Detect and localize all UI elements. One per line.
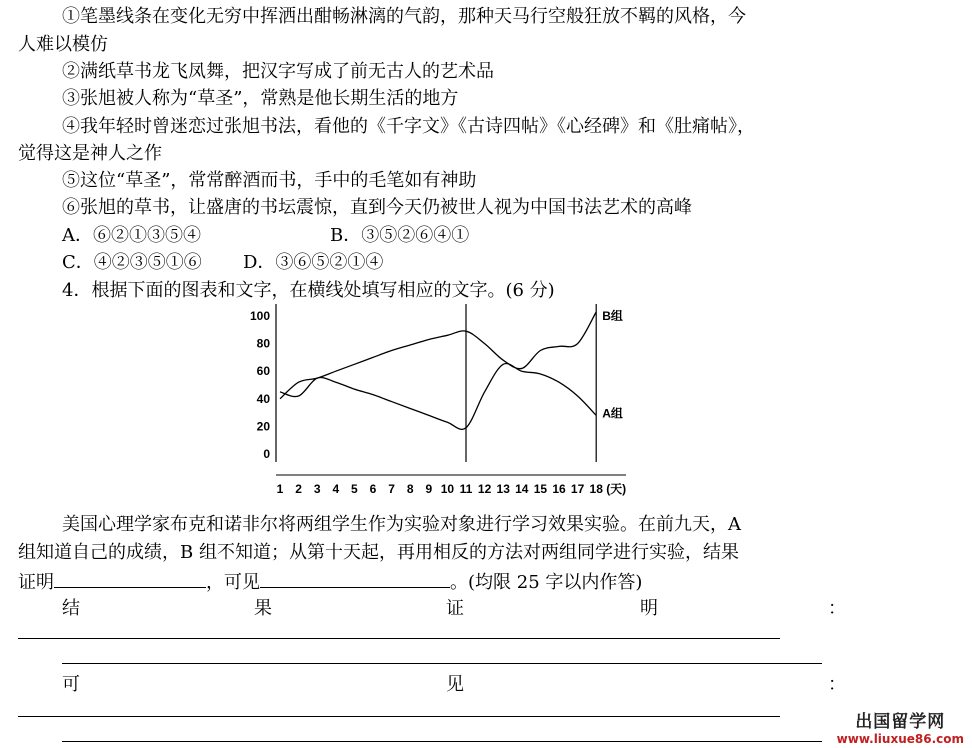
x-tick-label: 15 [533,482,548,496]
para3-text-a: 证明 [18,572,54,593]
y-tick-label: 100 [249,309,270,323]
y-tick-label: 0 [263,447,270,461]
watermark-url: www.liuxue86.com [836,732,964,746]
x-tick-label: 6 [369,482,377,496]
x-tick-label: 16 [552,482,566,496]
y-tick-label: 20 [256,419,270,434]
x-tick-label: 5 [351,482,358,496]
y-tick-label: 40 [256,391,270,406]
answer1-char-2: 证 [446,598,464,619]
q3-item-3: ③张旭被人称为“草圣”，常熟是他长期生活的地方 [62,88,459,109]
x-tick-label: 2 [295,482,302,496]
series-b-label: B组 [602,308,623,323]
answer2-line-a[interactable] [18,716,780,717]
option-d[interactable]: D．③⑥⑤②①④ [243,252,384,273]
q3-item-2: ②满纸草书龙飞凤舞，把汉字写成了前无古人的艺术品 [62,61,494,82]
x-tick-label: 11 [459,482,473,496]
inline-blank-2[interactable] [260,569,450,588]
option-a[interactable]: A．⑥②①③⑤④ [62,225,201,246]
series-b-line [280,312,596,399]
y-tick-label: 60 [256,364,270,379]
option-b[interactable]: B．③⑤②⑥④① [330,225,470,246]
site-watermark [837,707,964,746]
x-tick-label: 10 [440,482,455,496]
x-tick-label: 7 [388,482,395,496]
answer1-char-3: 明 [640,598,658,619]
para3-text-c: 。(均限 25 字以内作答) [450,572,643,593]
x-tick-label: 18 [589,482,603,496]
watermark-cn: 出国留学网 [855,712,946,732]
q3-item-6: ⑥张旭的草书，让盛唐的书坛震惊，直到今天仍被世人视为中国书法艺术的高峰 [62,197,692,218]
answer2-char-0: 可 [62,674,80,695]
q3-item-4-cont: 觉得这是神人之作 [18,143,162,164]
x-tick-label: 3 [313,482,321,496]
answer1-line-b[interactable] [62,663,822,664]
option-c[interactable]: C．④②③⑤①⑥ [62,252,202,273]
inline-blank-1[interactable] [54,569,206,588]
x-tick-label: 13 [496,482,510,496]
answer1-char-1: 果 [254,598,272,619]
q3-item-1-cont: 人难以模仿 [18,34,108,55]
learning-effect-chart [240,300,680,500]
y-tick-label: 80 [256,336,270,351]
x-tick-label: 8 [406,482,414,496]
q4-para-line-2: 组知道自己的成绩，B 组不知道；从第十天起，再用相反的方法对两组同学进行实验，结果 [18,542,739,563]
x-tick-label: 17 [570,482,585,496]
answer2-char-1: 见 [446,674,464,695]
q3-item-4: ④我年轻时曾迷恋过张旭书法，看他的《千字文》《古诗四帖》《心经碑》和《肚痛帖》， [62,116,755,137]
x-tick-label: 9 [425,482,433,496]
y-axis-ticks [250,309,270,461]
x-axis-unit: (天) [606,482,627,496]
answer1-char-0: 结 [62,598,80,619]
series-a-line [280,364,596,430]
x-tick-label: 1 [276,482,284,496]
answer2-line-b[interactable] [62,741,822,742]
q4-para-line-3 [18,569,642,594]
series-a-label: A组 [602,406,623,421]
q4-header: 4．根据下面的图表和文字，在横线处填写相应的文字。(6 分) [62,280,555,301]
q4-para-line-1: 美国心理学家布克和诺非尔将两组学生作为实验对象进行学习效果实验。在前九天，A [62,514,741,535]
answer1-char-4: ： [828,598,846,619]
x-axis-ticks [277,482,604,496]
x-tick-label: 4 [332,482,340,496]
x-tick-label: 12 [477,482,492,496]
q3-item-1: ①笔墨线条在变化无穷中挥洒出酣畅淋漓的气韵，那种天马行空般狂放不羁的风格，今 [62,6,746,27]
q3-item-5: ⑤这位“草圣”，常常醉酒而书，手中的毛笔如有神助 [62,170,477,191]
x-tick-label: 14 [515,482,529,496]
answer2-char-2: ： [828,674,846,695]
answer1-line-a[interactable] [18,638,780,639]
para3-text-b: ，可见 [206,572,260,593]
